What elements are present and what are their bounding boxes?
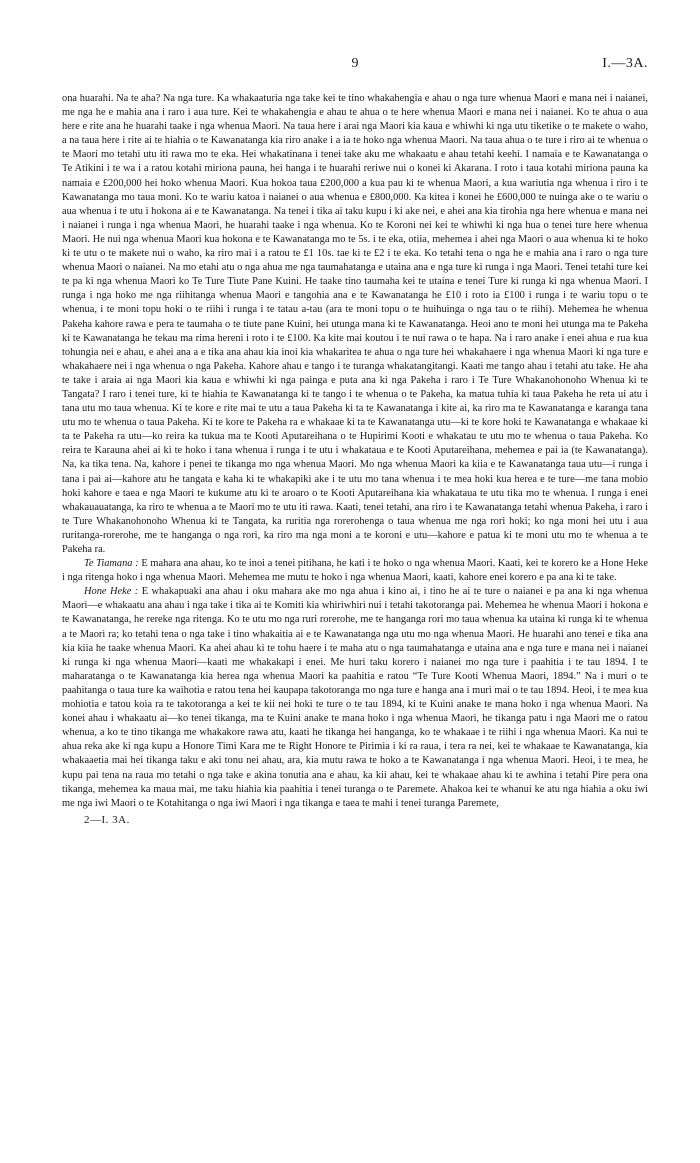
speaker-label: Te Tiamana : — [84, 558, 139, 570]
paragraph-chairman — [62, 557, 648, 585]
signature-mark: 2—I. 3A. — [84, 813, 130, 826]
paragraph-hone-heke — [62, 585, 648, 811]
paragraph-continuation — [62, 92, 648, 557]
page-header — [62, 56, 648, 78]
document-page — [62, 56, 648, 826]
speaker-label: Hone Heke : — [84, 586, 139, 598]
page-number: 9 — [351, 56, 359, 71]
document-reference: I.—3A. — [602, 56, 648, 71]
paragraph-text: ona huarahi. Na te aha? Na nga ture. Ka whakaaturia nga take kei te tino whakahengia e ahau o nga ture whenua Maori e mana nei i naianei, me nga he e mahia ana i raro i aua ture. Kei te whakahengia e ahau te ahua o te here whenua Maori e mana nei i naianei. Ko te ahua o aua here e rite ana he huarahi taake i nga whenua Maori. Na taua here i arai nga Maori kia kaua e whiwhi ki nga utu tiketike o te makete o waho, a na taua here i rite ai te hiahia o te Kawanatanga kia riro anake i a ia te hoko nga whenua Maori. Na taua ahua o te ture i riro ai te whenua o te Maori mo tetahi utu iti rawa mo te eka. Hei whakatinana i tenei take aku me whakaatu e ahau tetahi keehi. I namaia e te Kawanatanga o Te Atikini i te wa i a ratou kotahi miriona pauna, hei hanga i te huarahi reriwe nui o konei ki Akarana. I roto i taua kotahi miriona pauna ka namaia e £200,000 hei hoko whenua Maori. Kua hokoa taua £200,000 a kua pau ki te whenua Maori, a kua wariutia nga whenua i riro i te Kawanatanga mo taua moni. Ko te wariu katoa i naianei o aua whenua e £800,000. Ka kitea i konei he £600,000 te nuinga ake o te wariu o aua whenua i te utu i hokona ai e te Kawanatanga. Na tenei i tika ai taku kupu i ki ake nei, e ahei ana kia tirohia nga here whenua e mana nei i naianei i runga i nga whenua Maori, he huarahi taake i nga whenua. Ko te Koroni nei kei te whiwhi ki nga hua o tenei ture here whenua Maori. He nui nga whenua Maori kua hokona e te Kawanatanga mo te 5s. i te eka, otiia, mehemea i ahei nga Maori o aua whenua ki te hoko ki te utu o te makete nui o waho, ka riro mai i a ratou te £1 10s. tae ki te £2 i te eka. Ko tetahi tena o nga he e mahia ana i raro o nga ture whenua Maori o naianei. Na mo etahi atu o nga ahua me nga taumahatanga e utaina ana e nga ture ki runga i nga Maori. Tenei tetahi ture kei te pa ki nga whenua Maori ko Te Ture Tiute Pane Kuini. He taake tino taumaha kei te utaina e tenei Ture ki runga ki nga whenua Maori. I runga i nga hoko me nga riihitanga whenua Maori e tangohia ana e te Kawanatanga he £10 i roto ia £100 i runga i te wariu topu o te whenua, i te moni topu hoki o te riihi i runga i te tatau a-tau (ara te moni topu o te huihuinga o nga tau o te riihi). Mehemea he whenua Pakeha kahore rawa e pera te taumaha o te tiute pane Kuini, hei utunga mana ki te Kawanatanga. Heoi ano te moni hei utunga ma te Pakeha ki te Kawanatanga he tekau ma rima hereni i roto i te £100. Ka kite mai koutou i te nui rawa o te hapa. Na i raro anake i enei ahua e rua kua tohungia nei e ahau, e ahei ana a e tika ana ahau kia inoi kia whakaritea te ahua o nga ture hei whakahaere i nga whenua Maori ki nga ture e whakahaere nei i nga whenua o nga Pakeha. Kahore ahau e tango i te turanga whakatangitangi. Kaati me tango ahau i tetahi atu take. He aha te take i araia ai nga Maori kia kaua e whiwhi ki nga painga e puta ana ki nga Pakeha i raro i Te Ture Whakanohonoho Whenua ki te Tangata? I raro i tenei ture, ki te hiahia te Kawanatanga ki te tango i te whenua o te Pakeha, ka matua tuhia ki taua Pakeha he reta ui atu i tana utu mo taua whenua. Ki te kore e rite mai te utu a taua Pakeha ki ta te Kawanatanga i kite ai, ka riro ma te Kawanatanga e karanga tana utu mo te whenua o taua Pakeha. Ki te kore te Pakeha ra e whakaae ki ta te Kawanatanga utu—ki te kore hoki te Kawanatanga e whakaae ki ta te Pakeha ra utu—ko reira ka tukua ma te Kooti Aputareihana o te Hupirimi Kooti e whakatau te utu mo te whenua o taua Pakeha. Ko reira te Karauna ahei ai ki te hoko i tana whenua i runga i te utu i whakataua e te Kooti Aputareihana, mehemea e pai ia (te Kawanatanga). Na, ka tika tena. Na, kahore i penei te tikanga mo nga whenua Maori. Mo nga whenua Maori ka kiia e te Kawanatanga taua utu—i runga i tana i pai ai—kahore atu he tangata e kaha ki te whakapiki ake i te utu mo tana whenua i te mea hoki kua herea e te ture—me tana mobio hoki kahore e taea e nga Maori te kukume atu ki te aroaro o te Kooti Aputareihana kia whakataua te utu tika mo te whenua. I runga i enei whakauauatanga, ka riro te whenua a te Maori mo te utu iti rawa. Kaati, tenei tetahi, ana riro i te Kawanatanga tetahi whenua Pakeha, i raro i te Ture Whakanohonoho Whenua ki te Tangata, ka ruritia nga rorerohenga o taua whenua me nga rori hoki; ko nga moni hei utu i aua ruritanga-rorerohe, me te hanganga o nga rori, ka riro ma nga moni a te koroni e utu—kahore e patua ki te moni utu mo te whenua a te Pakeha ra. — [62, 93, 648, 555]
paragraph-text: E whakapuaki ana ahau i oku mahara ake mo nga ahua i kino ai, i tino he ai te ture o naianei e pa ana ki nga whenua Maori—e whakaatu ana ahau i nga take i tika ai te Komiti kia whiriwhiri nui i tetahi takotoranga pai. Mehemea he whenua Maori i hokona e te Kawanatanga, he rereke nga ritenga. Ko te utu mo nga ruri rorerohe, me te hanganga rori mo taua whenua ka utaina ki runga ki te whenua a te Maori ra; ko tetahi tena o nga take i tino whakaitia ai e te Kawanatanga nga utu mo nga whenua Maori. He huarahi ano tenei e tika ana kia kiia he taake whenua Maori. Ka ahei ahau ki te tohu haere i te maha atu o nga taumahatanga e utaina ana e nga ture e mana nei i naianei ki runga ki nga whenua Maori—kaati me whakakapi i enei. Me huri taku korero i naianei mo nga ture i paahitia i te tau 1894. I te maharatanga o te Kawanatanga kia herea nga whenua Maori ka paahitia e ratou “Te Ture Kooti Whenua Maori, 1894.” Na i muri o te paahitanga o taua ture ka waihotia e ratou tena hei kaupapa takotoranga mo nga ture e hanga ana i muri mai o te tau 1894. Heoi, i te mea kua mohiotia e tatou koia ra te takotoranga a kei te kii nei hoki te ture o te tau 1894, ki te Kuini anake te mana hoko i nga whenua Maori. Na konei ahau i whakaatu ai—ko tenei tikanga, ma te Kuini anake te mana hoko i nga whenua Maori, he tikanga patu i nga Maori me o ratou whenua, a ko te tino tikanga me whakakore rawa atu, kaati he tikanga hei hanganga, ko te whakaae i te riihi i nga whenua Maori. Ka nui te ahua reka ake ki nga kupu a Honore Timi Kara me te Right Honore te Pirimia i ki ra raua, i tera ra nei, kei te whakaae te Kawanatanga, kia whakaaetia mai hei tikanga taku e aki tonu nei ahau, ara, kia mutu rawa te hoko a te Kawanatanga i nga whenua Maori. Heoi, i te mea, he kupu pai tena na raua mo tetahi o nga take e akina tonutia ana e ahau, ka kii ahau, kei te whakaae ahau ki te awhina i tetahi Pire pera ona tikanga, mehemea ka maua mai, me taku hiahia kia paahitia i tenei turanga o te Paremete. Ahakoa kei te whanui ke atu nga hiahia a oku iwi me nga iwi Maori o te Kotahitanga o nga iwi Maori i nga tikanga e taea te mahi i tenei turanga Paremete, — [62, 586, 648, 809]
paragraph-text: E mahara ana ahau, ko te inoi a tenei pitihana, he kati i te hoko o nga whenua Maori. Kaati, kei te korero ke a Hone Heke i nga ritenga hoko i nga whenua Maori. Mehemea me mutu te hoko i nga whenua Maori, kaati, kahore enei korero e pa ana ki te take. — [62, 558, 648, 584]
body-text — [62, 92, 648, 811]
